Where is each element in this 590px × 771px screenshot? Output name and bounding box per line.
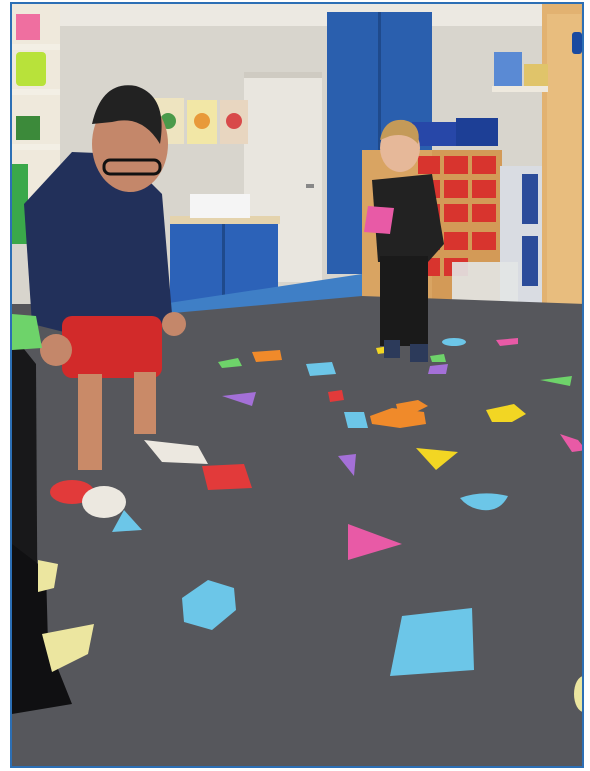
photo-frame	[10, 2, 584, 768]
blue-rhombus	[344, 412, 368, 428]
orange-rhombus	[252, 350, 282, 362]
red-circle-small	[328, 390, 344, 402]
red-square	[202, 464, 252, 490]
classroom-photo	[12, 4, 584, 768]
ceiling-strip	[12, 4, 584, 26]
box-on-cupboard	[190, 194, 250, 218]
blue-ellipse	[442, 338, 466, 346]
blue-rhombus-2	[306, 362, 336, 376]
pink-card	[364, 206, 394, 234]
blue-square	[390, 608, 474, 676]
